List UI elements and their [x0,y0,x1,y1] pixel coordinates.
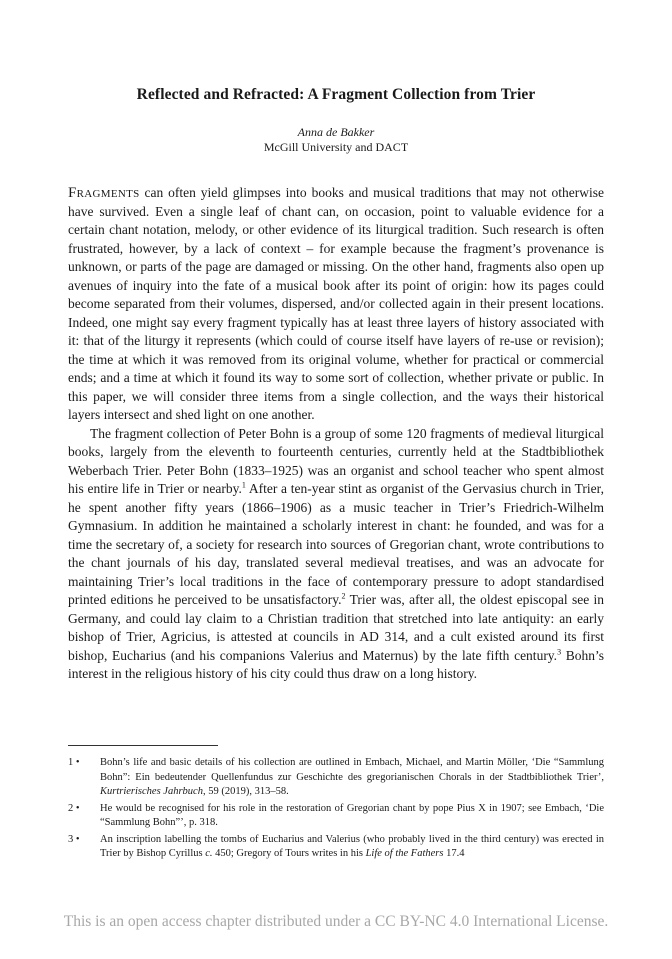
paragraph-2-text-a: The fragment collection of Peter Bohn is a group of some 120 fragments of medieval liturgical books, largely from the eleventh to fourteenth centuries, currently held at the Stadtbibliothek Weberbach Trier. Peter Bohn (1833–1925) was an organist and school teacher who spent almost his entire life in Trier or nearby. [68,425,604,496]
body-text [68,184,604,684]
footnote-divider [68,745,218,746]
paragraph-1-text: can often yield glimpses into books and musical traditions that may not otherwise have survived. Even a single leaf of chant can, on occasion, point to valuable evidence for a certain chant notation, melody, or other evidence of its liturgical tradition. Such research is often frustrated, however, by a lack of context – for example because the fragment’s provenance is unknown, or parts of the page are damaged or missing. On the other hand, fragments also open up avenues of inquiry into the fate of a musical book after its point of origin: how its pages could become separated from their volumes, dispersed, and/or collected again in their present locations. Indeed, one might say every fragment typically has at least three layers of history associated with it: that of the liturgy it represents (which could of course itself have layers of re-use or revision); the time at which it was removed from its original volume, whether for practical or commercial ends; and a time at which it found its way to some sort of collection, whether private or public. In this paper, we will consider three items from a single collection, and the ways their historical layers intersect and shed light on one another. [68,185,604,422]
author-name: Anna de Bakker [297,125,375,139]
footnote-3-work-title: Life of the Fathers [365,848,444,859]
footnote-text: He would be recognised for his role in the restoration of Gregorian chant by pope Pius X in 1907; see Embach, ‘Die “Sammlung Bohn”’, p. 318. [100,802,604,828]
footnote-1 [68,756,604,800]
footnote-3-text-c: 17.4 [443,848,465,859]
paragraph-2 [68,425,604,684]
author-affiliation: McGill University and DACT [263,140,409,154]
footnote-1-journal: Kurtrierisches Jahrbuch [100,786,203,797]
footnote-3-circa: c. [205,848,213,859]
license-notice: This is an open access chapter distributed under a CC BY-NC 4.0 International License. [63,913,609,930]
footnote-1-text-a: Bohn’s life and basic details of his collection are outlined in Embach, Michael, and Martin Möller, ‘Die “Sammlung Bohn”: Ein bedeutender Quellenfundus zur Geschichte des gregorianischen Chorals in der Stadtbibliothek Trier’, [100,757,604,783]
paragraph-2-text-c: Trier was, after all, the oldest episcopal see in Germany, and could lay claim to a Christian tradition that stretched into late antiquity: an early bishop of Trier, Agricius, is attested at councils in AD 314, and a cult existed around its first bishop, Eucharius (and his companions Valerius and Maternus) by the late fifth century. [68,592,605,663]
footnote-ref-3[interactable]: 3 [557,647,562,656]
footnotes [68,756,604,864]
footnote-3 [68,833,604,862]
footnote-number: 2 • [68,802,80,814]
footnote-text [100,756,604,800]
paragraph-2-text-d: Bohn’s interest in the religious history of his city could thus draw on a long history. [68,647,604,681]
footnote-ref-1[interactable]: 1 [241,480,246,490]
paragraph-2-text-b: After a ten-year stint as organist of the Gervasius church in Trier, he spent another fifty years (1866–1906) as a music teacher in Trier’s Friedrich-Wilhelm Gymnasium. In addition he maintained a scholarly interest in chant: he founded, and was for a time the secretary of, a society for research into sources of Gregorian chant, wrote contributions to the chant journals of his day, translated several medieval treatises, and was an advocate for maintaining Trier’s local traditions in the face of contemporary pressure to adopt standardised printed editions he perceived to be unsatisfactory. [68,481,604,607]
footnote-2 [68,802,604,831]
footnote-ref-2[interactable]: 2 [341,591,346,601]
footnote-3-text-b: 450; Gregory of Tours writes in his [212,848,366,859]
lead-word: Fragments [68,185,140,201]
footnote-1-text-b: , 59 (2019), 313–58. [202,786,289,797]
footnote-3-text-a: An inscription labelling the tombs of Eucharius and Valerius (who probably lived in the third century) was erected in Trier by Bishop Cyrillus [100,833,604,859]
footnote-text [100,833,604,862]
footnote-number: 1 • [68,757,80,768]
footnote-number: 3 • [68,833,80,845]
paragraph-1 [68,184,604,425]
paper-title: Reflected and Refracted: A Fragment Collection from Trier [136,86,536,103]
